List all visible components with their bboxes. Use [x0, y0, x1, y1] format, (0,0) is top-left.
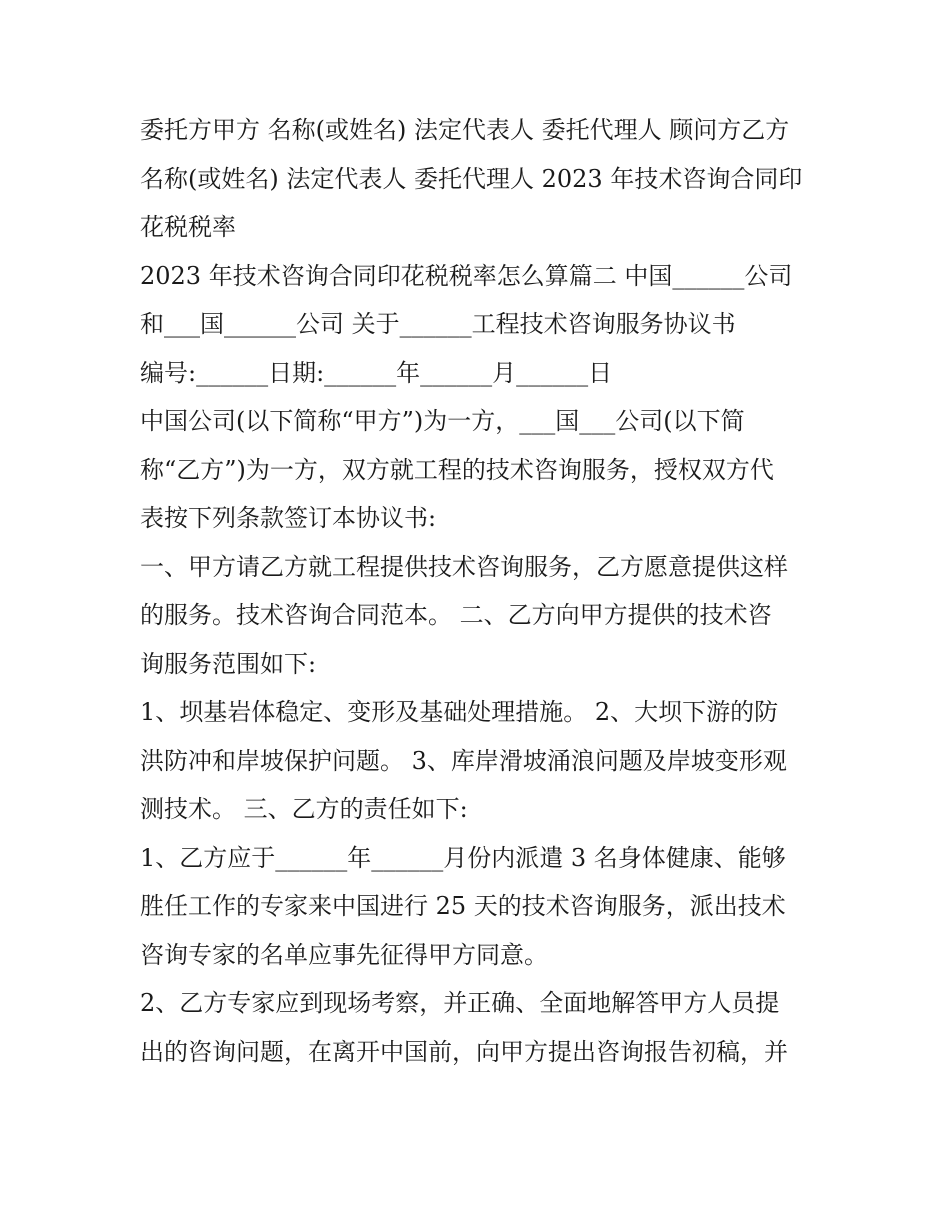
paragraph-number-date — [140, 349, 830, 398]
paragraph-responsibility-1 — [140, 834, 830, 980]
paragraph-parties — [140, 106, 830, 252]
text-line: 出的咨询问题，在离开中国前，向甲方提出咨询报告初稿，并 — [140, 1037, 788, 1066]
text-line: 1、坝基岩体稳定、变形及基础处理措施。 2、大坝下游的防 — [140, 698, 779, 726]
text-line: 咨询专家的名单应事先征得甲方同意。 — [140, 940, 548, 969]
text-line: 编号:______日期:______年______月______日 — [140, 358, 613, 387]
text-line: 委托方甲方 名称(或姓名) 法定代表人 委托代理人 顾问方乙方 — [140, 116, 790, 144]
text-line: 中国公司(以下简称“甲方”)为一方，___国___公司(以下简 — [140, 407, 745, 435]
text-line: 测技术。 三、乙方的责任如下: — [140, 795, 468, 823]
text-line: 表按下列条款签订本协议书: — [140, 504, 437, 532]
text-line: 一、甲方请乙方就工程提供技术咨询服务，乙方愿意提供这样 — [140, 552, 788, 581]
text-line: 花税税率 — [140, 213, 236, 241]
text-line: 的服务。技术咨询合同范本。 二、乙方向甲方提供的技术咨 — [140, 601, 772, 629]
paragraph-agreement-title — [140, 252, 830, 349]
text-line: 称“乙方”)为一方，双方就工程的技术咨询服务，授权双方代 — [140, 455, 774, 484]
text-line: 2、乙方专家应到现场考察，并正确、全面地解答甲方人员提 — [140, 989, 780, 1017]
text-line: 洪防冲和岸坡保护问题。 3、库岸滑坡涌浪问题及岸坡变形观 — [140, 746, 787, 775]
paragraph-preamble — [140, 397, 830, 543]
text-line: 和___国______公司 关于______工程技术咨询服务协议书 — [140, 310, 736, 338]
paragraph-responsibility-2 — [140, 979, 830, 1076]
text-line: 询服务范围如下: — [140, 649, 317, 678]
paragraph-service-scope — [140, 688, 830, 834]
document-body — [140, 106, 830, 1076]
text-line: 2023 年技术咨询合同印花税税率怎么算篇二 中国______公司 — [140, 261, 793, 290]
paragraph-clause-1-2 — [140, 543, 830, 689]
text-line: 胜任工作的专家来中国进行 25 天的技术咨询服务，派出技术 — [140, 892, 786, 920]
text-line: 名称(或姓名) 法定代表人 委托代理人 2023 年技术咨询合同印 — [140, 164, 803, 193]
text-line: 1、乙方应于______年______月份内派遣 3 名身体健康、能够 — [140, 843, 786, 872]
